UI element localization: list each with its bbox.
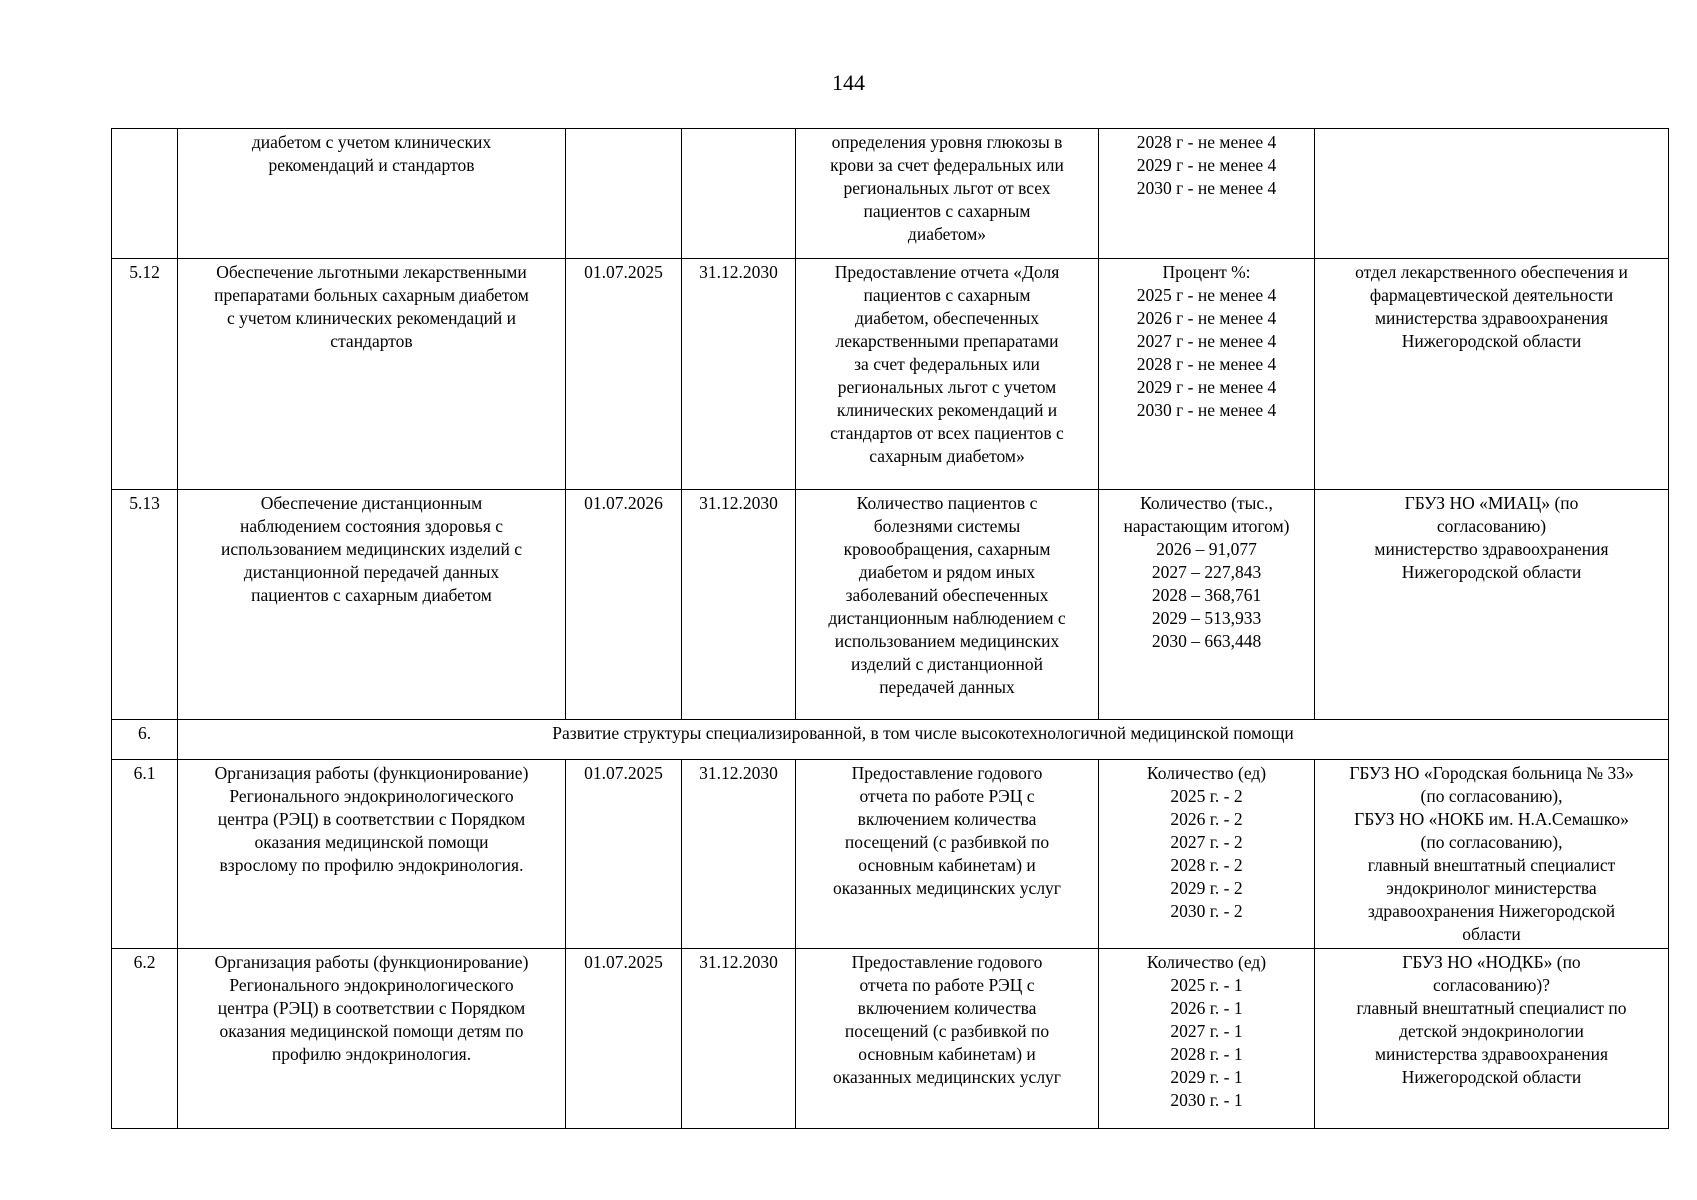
cell-line: использованием медицинских изделий с xyxy=(220,539,522,559)
cell-line: 2025 г - не менее 4 xyxy=(1136,285,1277,305)
cell-line: с учетом клинических рекомендаций и xyxy=(226,308,517,328)
cell-line: Организация работы (функционирование) xyxy=(214,952,529,972)
cell-line: дистанционной передачей данных xyxy=(243,562,500,582)
target-values-cell xyxy=(1099,760,1315,949)
target-values-cell xyxy=(1099,490,1315,720)
cell-line: диабетом с учетом клинических xyxy=(251,132,492,152)
cell-line: 2026 г - не менее 4 xyxy=(1136,308,1277,328)
cell-line: профилю эндокринология. xyxy=(271,1044,472,1064)
cell-line: 2027 г. - 2 xyxy=(1170,832,1243,852)
table-row xyxy=(112,949,1669,1129)
cell-line: (по согласованию), xyxy=(1420,832,1563,852)
cell-line: региональных льгот от всех xyxy=(843,178,1051,198)
cell-line: Количество (ед) xyxy=(1146,952,1267,972)
cell-line: диабетом и рядом иных xyxy=(858,562,1036,582)
cell-line: отчета по работе РЭЦ с xyxy=(859,786,1035,806)
row-number: 6.2 xyxy=(112,949,178,1129)
section-number: 6. xyxy=(112,720,178,760)
row-number xyxy=(112,129,178,259)
event-cell xyxy=(178,259,566,490)
cell-line: крови за счет федеральных или xyxy=(830,155,1064,175)
cell-line: 2030 г - не менее 4 xyxy=(1136,400,1277,420)
start-date: 01.07.2025 xyxy=(566,760,682,949)
cell-line: пациентов с сахарным xyxy=(863,201,1031,221)
cell-line: Регионального эндокринологического xyxy=(229,786,514,806)
cell-line: согласованию)? xyxy=(1432,975,1551,995)
cell-line: Регионального эндокринологического xyxy=(229,975,514,995)
event-cell xyxy=(178,760,566,949)
cell-line: включением количества xyxy=(857,998,1037,1018)
cell-line: клинических рекомендаций и xyxy=(836,400,1058,420)
cell-line: ГБУЗ НО «НОКБ им. Н.А.Семашко» xyxy=(1354,809,1629,829)
end-date: 31.12.2030 xyxy=(682,490,796,720)
cell-line: кровообращения, сахарным xyxy=(843,539,1051,559)
cell-line: области xyxy=(1462,924,1521,944)
cell-line: Предоставление годового xyxy=(851,763,1043,783)
end-date xyxy=(682,129,796,259)
target-values-cell xyxy=(1099,949,1315,1129)
cell-line: определения уровня глюкозы в xyxy=(831,132,1063,152)
responsible-cell xyxy=(1315,949,1669,1129)
cell-line: 2027 г - не менее 4 xyxy=(1136,331,1277,351)
cell-line: 2027 г. - 1 xyxy=(1170,1021,1243,1041)
cell-line: Нижегородской области xyxy=(1401,331,1582,351)
cell-line: дистанционным наблюдением с xyxy=(828,608,1066,628)
indicator-cell xyxy=(796,259,1099,490)
row-number: 5.13 xyxy=(112,490,178,720)
cell-line: ГБУЗ НО «МИАЦ» (по xyxy=(1404,493,1579,513)
cell-line: отчета по работе РЭЦ с xyxy=(859,975,1035,995)
cell-line: 2028 г. - 2 xyxy=(1170,855,1243,875)
cell-line: 2030 г. - 1 xyxy=(1170,1090,1243,1110)
cell-line: ГБУЗ НО «Городская больница № 33» xyxy=(1349,763,1634,783)
responsible-cell xyxy=(1315,760,1669,949)
cell-line: изделий с дистанционной xyxy=(851,654,1043,674)
table-row xyxy=(112,259,1669,490)
cell-line: передачей данных xyxy=(879,677,1015,697)
end-date: 31.12.2030 xyxy=(682,760,796,949)
cell-line: препаратами больных сахарным диабетом xyxy=(214,285,529,305)
end-date: 31.12.2030 xyxy=(682,949,796,1129)
cell-line: Предоставление годового xyxy=(851,952,1043,972)
cell-line: Обеспечение дистанционным xyxy=(260,493,483,513)
indicator-cell xyxy=(796,760,1099,949)
cell-line: 2028 г - не менее 4 xyxy=(1136,132,1277,152)
cell-line: 2025 г. - 2 xyxy=(1170,786,1243,806)
cell-line: центра (РЭЦ) в соответствии с Порядком xyxy=(217,998,526,1018)
cell-line: детской эндокринологии xyxy=(1399,1021,1584,1041)
cell-line: пациентов с сахарным диабетом xyxy=(251,585,492,605)
cell-line: центра (РЭЦ) в соответствии с Порядком xyxy=(217,809,526,829)
cell-line: Организация работы (функционирование) xyxy=(214,763,529,783)
cell-line: здравоохранения Нижегородской xyxy=(1367,901,1616,921)
cell-line: взрослому по профилю эндокринология. xyxy=(219,855,524,875)
cell-line: Предоставление отчета «Доля xyxy=(834,262,1060,282)
cell-line: основным кабинетам) и xyxy=(858,1044,1036,1064)
responsible-cell xyxy=(1315,129,1669,259)
cell-line: Процент %: xyxy=(1162,262,1251,282)
section-title: Развитие структуры специализированной, в том числе высокотехнологичной медицинской помощи xyxy=(178,720,1669,760)
cell-line: Количество (ед) xyxy=(1146,763,1267,783)
cell-line: главный внештатный специалист xyxy=(1367,855,1616,875)
cell-line: Нижегородской области xyxy=(1401,562,1582,582)
cell-line: 2026 – 91,077 xyxy=(1156,539,1257,559)
cell-line: 2030 г - не менее 4 xyxy=(1136,178,1277,198)
cell-line: стандартов от всех пациентов с xyxy=(830,423,1064,443)
table-row xyxy=(112,490,1669,720)
row-number: 5.12 xyxy=(112,259,178,490)
cell-line: стандартов xyxy=(330,331,413,351)
cell-line: болезнями системы xyxy=(873,516,1021,536)
cell-line: министерства здравоохранения xyxy=(1374,1044,1609,1064)
indicator-cell xyxy=(796,949,1099,1129)
cell-line: эндокринолог министерства xyxy=(1386,878,1597,898)
cell-line: посещений (с разбивкой по xyxy=(844,1021,1050,1041)
cell-line: 2030 – 663,448 xyxy=(1151,631,1262,651)
event-cell xyxy=(178,949,566,1129)
cell-line: заболеваний обеспеченных xyxy=(845,585,1049,605)
page-number: 144 xyxy=(832,70,865,95)
cell-line: министерство здравоохранения xyxy=(1374,539,1609,559)
section-row xyxy=(112,720,1669,760)
start-date: 01.07.2025 xyxy=(566,949,682,1129)
cell-line: региональных льгот с учетом xyxy=(837,377,1057,397)
action-plan-table xyxy=(111,128,1669,1129)
cell-line: 2027 – 227,843 xyxy=(1151,562,1262,582)
table-row xyxy=(112,760,1669,949)
cell-line: 2025 г. - 1 xyxy=(1170,975,1243,995)
cell-line: диабетом» xyxy=(907,224,987,244)
start-date: 01.07.2025 xyxy=(566,259,682,490)
cell-line: ГБУЗ НО «НОДКБ» (по xyxy=(1402,952,1581,972)
cell-line: 2029 г. - 1 xyxy=(1170,1067,1243,1087)
indicator-cell xyxy=(796,129,1099,259)
cell-line: 2029 г - не менее 4 xyxy=(1136,377,1277,397)
cell-line: отдел лекарственного обеспечения и xyxy=(1355,262,1628,282)
cell-line: 2030 г. - 2 xyxy=(1170,901,1243,921)
cell-line: главный внештатный специалист по xyxy=(1356,998,1627,1018)
responsible-cell xyxy=(1315,490,1669,720)
cell-line: министерства здравоохранения xyxy=(1374,308,1609,328)
cell-line: сахарным диабетом» xyxy=(869,446,1025,466)
cell-line: 2028 г - не менее 4 xyxy=(1136,354,1277,374)
cell-line: нарастающим итогом) xyxy=(1123,516,1290,536)
cell-line: наблюдением состояния здоровья с xyxy=(239,516,504,536)
cell-line: включением количества xyxy=(857,809,1037,829)
target-values-cell xyxy=(1099,129,1315,259)
cell-line: посещений (с разбивкой по xyxy=(844,832,1050,852)
cell-line: рекомендаций и стандартов xyxy=(268,155,475,175)
table-row xyxy=(112,129,1669,259)
event-cell xyxy=(178,129,566,259)
cell-line: 2026 г. - 2 xyxy=(1170,809,1243,829)
event-cell xyxy=(178,490,566,720)
row-number: 6.1 xyxy=(112,760,178,949)
cell-line: использованием медицинских xyxy=(834,631,1060,651)
responsible-cell xyxy=(1315,259,1669,490)
target-values-cell xyxy=(1099,259,1315,490)
cell-line: Обеспечение льготными лекарственными xyxy=(216,262,527,282)
start-date xyxy=(566,129,682,259)
indicator-cell xyxy=(796,490,1099,720)
cell-line: диабетом, обеспеченных xyxy=(854,308,1040,328)
cell-line: Количество (тыс., xyxy=(1140,493,1273,513)
start-date: 01.07.2026 xyxy=(566,490,682,720)
cell-line: лекарственными препаратами xyxy=(835,331,1059,351)
cell-line: пациентов с сахарным xyxy=(863,285,1031,305)
cell-line: 2029 – 513,933 xyxy=(1151,608,1262,628)
cell-line: основным кабинетам) и xyxy=(858,855,1036,875)
end-date: 31.12.2030 xyxy=(682,259,796,490)
cell-line: оказания медицинской помощи детям по xyxy=(219,1021,524,1041)
cell-line: за счет федеральных или xyxy=(854,354,1040,374)
cell-line: 2028 г. - 1 xyxy=(1170,1044,1243,1064)
cell-line: Количество пациентов с xyxy=(856,493,1038,513)
cell-line: фармацевтической деятельности xyxy=(1369,285,1614,305)
cell-line: оказанных медицинских услуг xyxy=(833,1067,1061,1087)
cell-line: 2029 г. - 2 xyxy=(1170,878,1243,898)
cell-line: 2026 г. - 1 xyxy=(1170,998,1243,1018)
cell-line: Нижегородской области xyxy=(1401,1067,1582,1087)
cell-line: оказанных медицинских услуг xyxy=(833,878,1061,898)
cell-line: (по согласованию), xyxy=(1420,786,1563,806)
cell-line: 2028 – 368,761 xyxy=(1151,585,1262,605)
cell-line: оказания медицинской помощи xyxy=(254,832,489,852)
cell-line: 2029 г - не менее 4 xyxy=(1136,155,1277,175)
cell-line: согласованию) xyxy=(1436,516,1547,536)
